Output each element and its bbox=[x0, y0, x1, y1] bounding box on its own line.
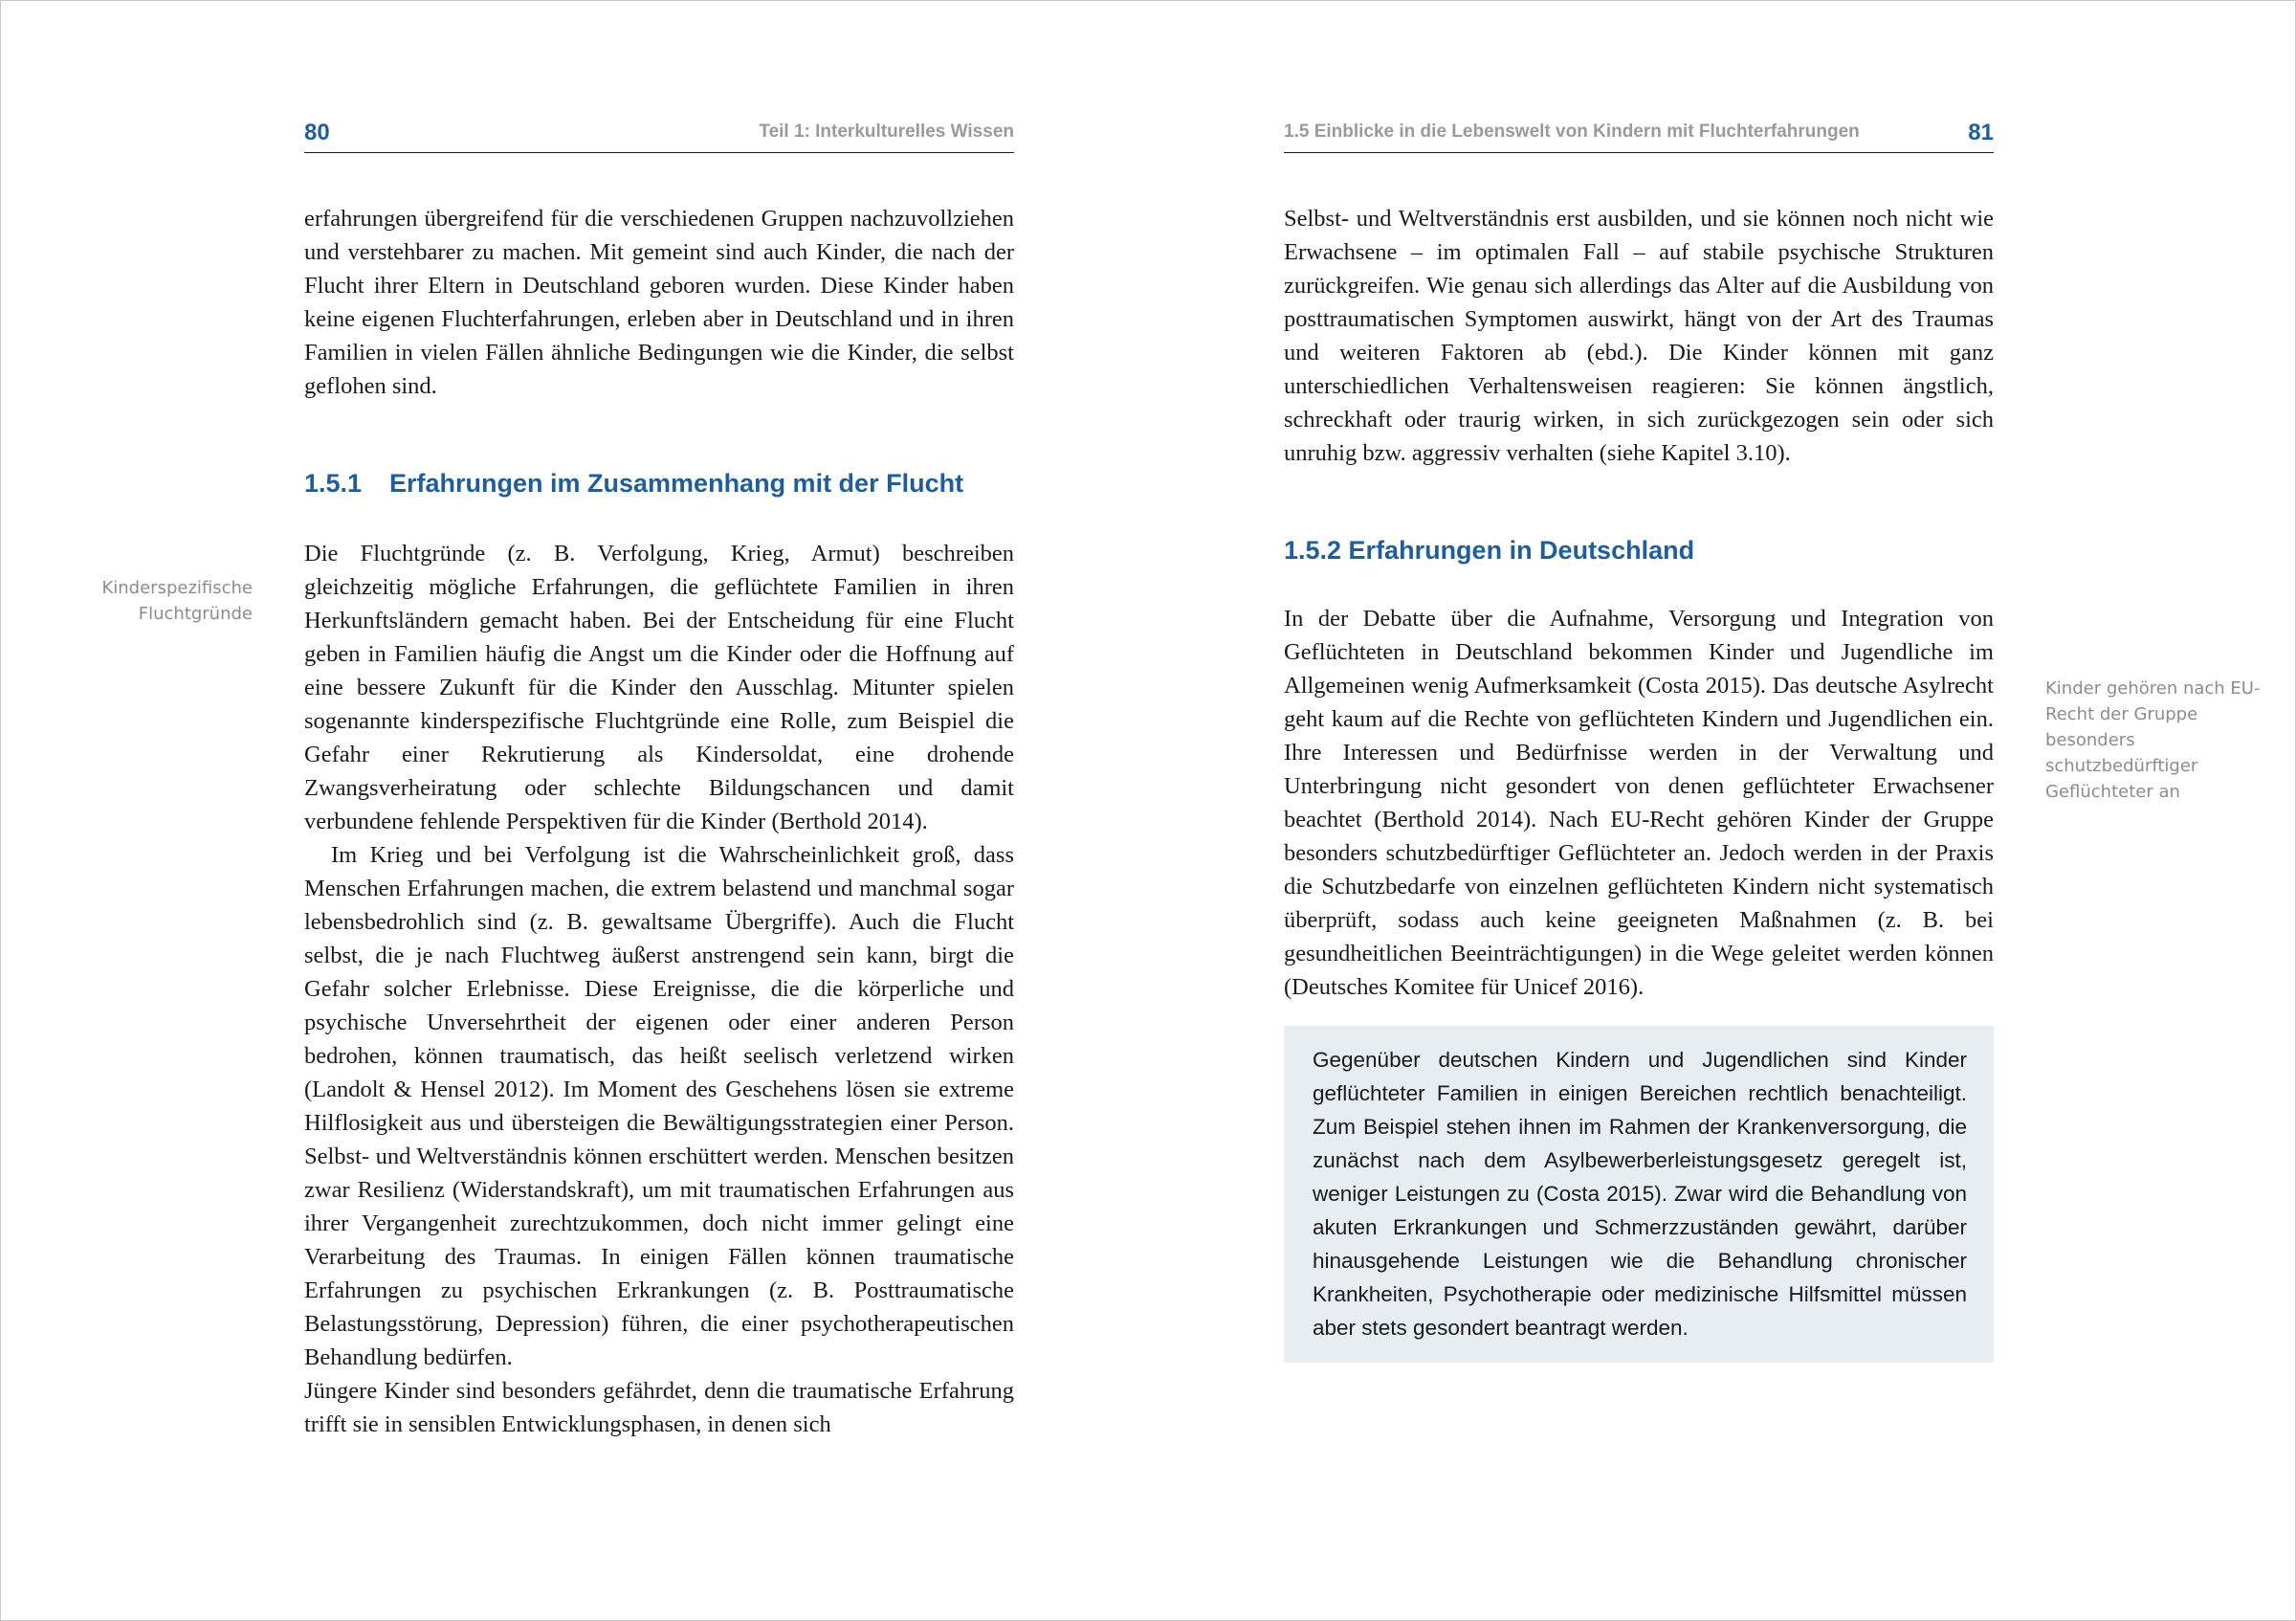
info-box-text: Gegenüber deutschen Kindern und Jugendlichen sind Kinder geflüchteter Familien in einigen Bereichen rechtlich benachteiligt. Zum Beispiel stehen ihnen im Rahmen der Krankenversorgung, die zunächst nach dem Asylbewerberleistungsgesetz geregelt ist, weniger Leistungen zu (Costa 2015). Zwar wird die Behandlung von akuten Erkrankungen und Schmerzzuständen gewährt, darüber hinausgehende Leistungen wie die Behandlung chronischer Krankheiten, Psychotherapie oder medizinische Hilfsmittel müssen aber stets gesondert beantragt werden. bbox=[1313, 1048, 1967, 1340]
right-intro-paragraph: Selbst- und Weltverständnis erst ausbilden, und sie können noch nicht wie Erwachsene – im optimalen Fall – auf stabile psychische Strukturen zurückgreifen. Wie genau sich allerdings das Alter auf die Ausbildung von posttraumatischen Symptomen auswirkt, hängt von der Art des Traumas und weiteren Faktoren ab (ebd.). Die Kinder können mit ganz unterschiedlichen Verhaltensweisen reagieren: Sie können ängstlich, schreckhaft oder traurig wirken, in sich zurückgezogen sein oder sich unruhig bzw. aggressiv verhalten (siehe Kapitel 3.10). bbox=[1284, 206, 1994, 466]
section-heading-1-5-2: 1.5.2 Erfahrungen in Deutschland bbox=[1284, 536, 1695, 565]
info-box bbox=[1284, 1026, 1994, 1363]
section-number: 1.5.1 bbox=[304, 469, 363, 498]
left-paragraph-1: Die Fluchtgründe (z. B. Verfolgung, Krieg, Armut) beschreiben gleichzeitig mögliche Erfahrungen, die geflüchtete Familien in ihren Herkunftsländern gemacht haben. Bei der Entscheidung für eine Flucht geben in Familien häufig die Angst um die Kinder oder die Hoffnung auf eine bessere Zukunft für die Kinder den Ausschlag. Mitunter spielen sogenannte kinderspezifische Fluchtgründe eine Rolle, zum Beispiel die Gefahr einer Rekrutierung als Kindersoldat, eine drohende Zwangsverheiratung oder schlechte Bildungschancen und damit verbundene fehlende Perspektiven für die Kinder (Berthold 2014). bbox=[304, 541, 1014, 834]
right-intro-text bbox=[1284, 202, 1994, 470]
left-paragraph-2: Im Krieg und bei Verfolgung ist die Wahrscheinlichkeit groß, dass Menschen Erfahrungen machen, die extrem belastend und manchmal sogar lebensbedrohlich sind (z. B. gewaltsame Übergriffe). Auch die Flucht selbst, die je nach Fluchtweg äußerst anstrengend sein kann, birgt die Gefahr solcher Erlebnisse. Diese Ereignisse, die die körperliche und psychische Unversehrtheit der eigenen oder einer anderen Person bedrohen, können traumatisch, das heißt seelisch verletzend wirken (Landolt & Hensel 2012). Im Moment des Geschehens lösen sie extreme Hilflosigkeit aus und übersteigen die Bewältigungsstrategien einer Person. Selbst- und Weltverständnis können erschüttert werden. Menschen besitzen zwar Resilienz (Widerstandskraft), um mit traumatischen Erfahrungen aus ihrer Vergangenheit zurechtzukommen, doch nicht immer gelingt eine Verarbeitung des Traumas. In einigen Fällen können traumatische Erfahrungen zu psychischen Erkrankungen (z. B. Posttraumatische Belastungsstörung, Depression) führen, die einer psychotherapeutischen Behandlung bedürfen. bbox=[304, 842, 1014, 1370]
right-running-title: 1.5 Einblicke in die Lebenswelt von Kindern mit Fluchterfahrungen bbox=[1284, 122, 1860, 142]
left-margin-note: Kinderspezifische Fluchtgründe bbox=[101, 578, 253, 624]
left-paragraph-3: Jüngere Kinder sind besonders gefährdet, denn die traumatische Erfahrung trifft sie in sensiblen Entwicklungsphasen, in denen sich bbox=[304, 1378, 1014, 1437]
right-paragraph: In der Debatte über die Aufnahme, Versorgung und Integration von Geflüchteten in Deutschland bekommen Kinder und Jugendliche im Allgemeinen wenig Aufmerksamkeit (Costa 2015). Das deutsche Asylrecht geht kaum auf die Rechte von geflüchteten Kindern und Jugendlichen ein. Ihre Interessen und Bedürfnisse werden in der Verwaltung und Unterbringung nicht gesondert von denen geflüchteter Erwachsener beachtet (Berthold 2014). Nach EU-Recht gehören Kinder der Gruppe besonders schutzbedürftiger Geflüchteter an. Jedoch werden in der Praxis die Schutzbedarfe von einzelnen geflüchteten Kindern nicht systematisch überprüft, sodass auch keine geeigneten Maßnahmen (z. B. bei gesundheitlichen Beeinträchtigungen) in die Wege geleitet werden können (Deutsches Komitee für Unicef 2016). bbox=[1284, 606, 1994, 1000]
left-page-header bbox=[304, 114, 1014, 153]
left-body-text bbox=[304, 537, 1014, 1441]
right-page-header bbox=[1284, 114, 1994, 153]
right-body-text bbox=[1284, 602, 1994, 1004]
right-margin-note: Kinder gehören nach EU-Recht der Gruppe besonders schutzbedürftiger Geflüchteter an bbox=[2045, 678, 2261, 802]
section-title: Erfahrungen im Zusammenhang mit der Flucht bbox=[389, 469, 964, 498]
left-intro-paragraph: erfahrungen übergreifend für die verschiedenen Gruppen nachzuvollziehen und verstehbarer zu machen. Mit gemeint sind auch Kinder, die nach der Flucht ihrer Eltern in Deutschland geboren wurden. Diese Kinder haben keine eigenen Fluchterfahrungen, erleben aber in Deutschland und in ihren Familien in vielen Fällen ähnliche Bedingungen wie die Kinder, die selbst geflohen sind. bbox=[304, 206, 1014, 399]
section-heading-1-5-1 bbox=[304, 469, 963, 499]
left-page-number: 80 bbox=[304, 120, 330, 145]
left-intro-text bbox=[304, 202, 1014, 403]
left-running-title: Teil 1: Interkulturelles Wissen bbox=[759, 122, 1014, 142]
right-page-number: 81 bbox=[1968, 120, 1994, 145]
